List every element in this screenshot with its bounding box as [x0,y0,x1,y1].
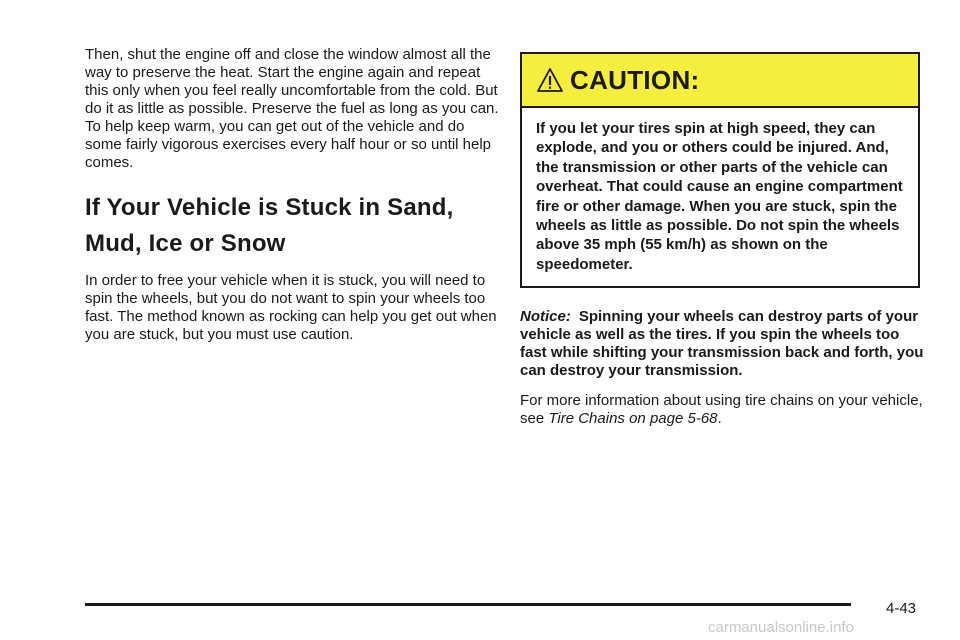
notice-text: Spinning your wheels can destroy parts of your vehicle as well as the tires. If you spin the wheels too fast while shifting your transmission back and forth, you can destroy your transmission. [520,308,924,380]
notice-paragraph [520,308,924,380]
warning-triangle-icon [536,67,564,93]
right-column [520,52,924,428]
page-number: 4-43 [886,600,917,617]
section-heading: If Your Vehicle is Stuck in Sand, Mud, Ice or Snow [85,194,454,257]
left-column [85,46,505,344]
caution-text: If you let your tires spin at high speed, they can explode, and you or others could be injured. And, the transmission or other parts of the vehicle can overheat. That could cause an engine compartment fire or other damage. When you are stuck, spin the wheels as little as possible. Do not spin the wheels above 35 mph (55 km/h) as shown on the speedometer. [536,120,903,273]
intro-paragraph: Then, shut the engine off and close the window almost all the way to preserve the heat. Start the engine again and repeat this only when you feel really uncomfortable from the cold. But do it as little as possible. Preserve the fuel as long as you can. To help keep warm, you can get out of the vehicle and do some fairly vigorous exercises every half hour or so until help comes. [85,46,499,171]
notice-label: Notice: [520,308,571,326]
footer-rule [85,603,851,606]
info-text-end: . [717,410,722,428]
caution-header [522,54,918,108]
tire-chains-cross-reference[interactable]: Tire Chains on page 5-68 [548,410,718,428]
info-paragraph [520,392,924,428]
caution-title: CAUTION: [570,64,700,95]
info-text: For more information about using tire chains on your vehicle, see [520,392,923,428]
watermark: carmanualsonline.info [708,619,854,636]
section-paragraph: In order to free your vehicle when it is stuck, you will need to spin the wheels, but you do not want to spin your wheels too fast. The method known as rocking can help you get out when you are stuck, but you must use caution. [85,272,497,343]
caution-box [520,52,920,288]
